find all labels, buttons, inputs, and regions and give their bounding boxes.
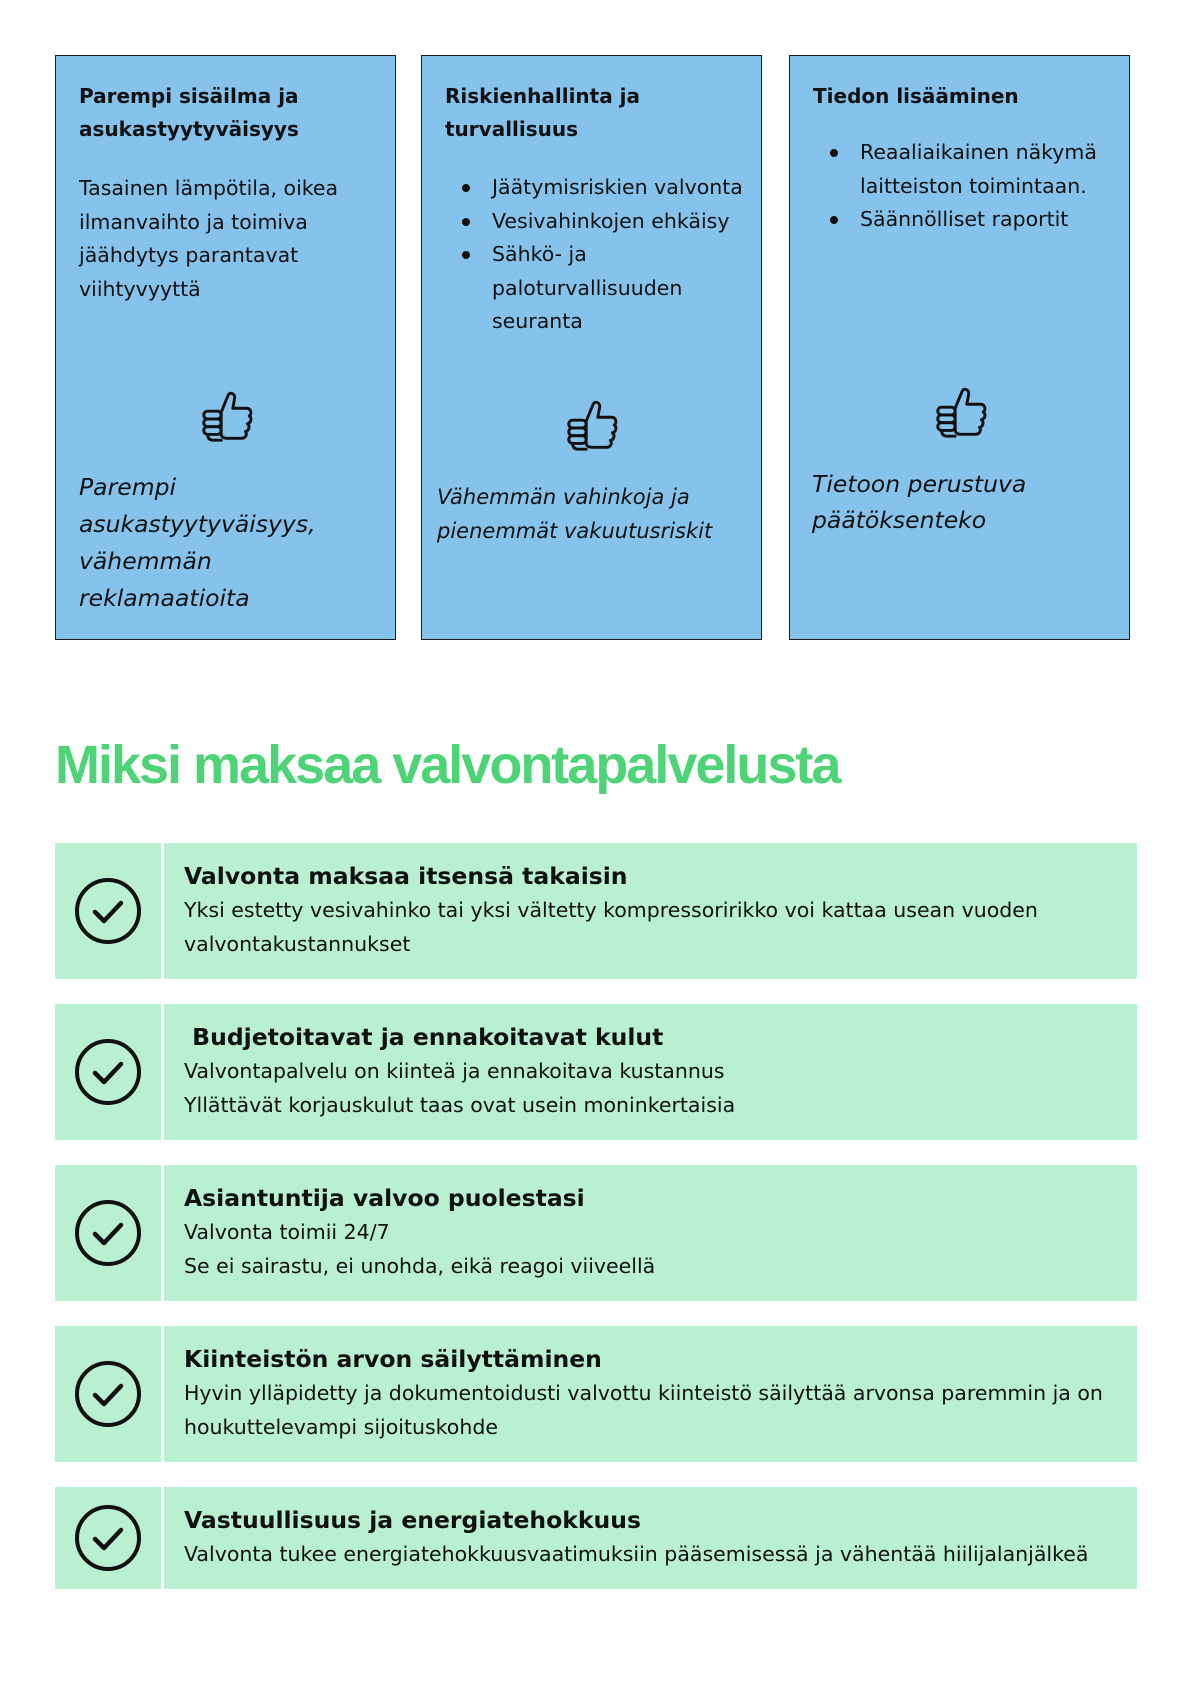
section-heading: Miksi maksaa valvontapalvelusta — [55, 735, 840, 795]
benefit-icon-cell — [55, 1487, 164, 1589]
benefit-row-budget — [55, 1004, 1137, 1140]
thumbs-up-icon — [930, 379, 992, 445]
benefit-line: Valvontapalvelu on kiinteä ja ennakoitava kustannus — [184, 1059, 725, 1083]
benefit-text — [184, 1054, 1114, 1122]
card-indoor-air — [55, 55, 396, 640]
benefit-title: Valvonta maksaa itsensä takaisin — [184, 862, 628, 890]
card-body-text: Tasainen lämpötila, oikea ilmanvaihto ja toimiva jäähdytys parantavat viihtyvyyttä — [79, 176, 339, 301]
list-item: Sähkö- ja paloturvallisuuden seuranta — [460, 238, 750, 339]
benefit-row-payback — [55, 843, 1137, 979]
benefit-line: Yllättävät korjauskulut taas ovat usein moninkertaisia — [184, 1093, 736, 1117]
card-outcome: Tietoon perustuva päätöksenteko — [812, 470, 1027, 534]
check-circle-icon — [74, 1360, 142, 1428]
benefit-text — [184, 1376, 1114, 1444]
benefit-icon-cell — [55, 843, 164, 979]
benefit-line: Yksi estetty vesivahinko tai yksi vältetty kompressoririkko voi kattaa usean vuoden valvontakustannukset — [184, 898, 1038, 956]
benefit-title: Asiantuntija valvoo puolestasi — [184, 1184, 585, 1212]
check-circle-icon — [74, 1038, 142, 1106]
thumbs-up-icon — [561, 392, 623, 458]
benefit-icon-cell — [55, 1326, 164, 1462]
card-title: Riskienhallinta ja turvallisuus — [445, 84, 641, 141]
benefit-line: Se ei sairastu, ei unohda, eikä reagoi viiveellä — [184, 1254, 656, 1278]
benefit-row-sustainability — [55, 1487, 1137, 1589]
benefit-title: Kiinteistön arvon säilyttäminen — [184, 1345, 602, 1373]
list-item: Reaaliaikainen näkymä laitteiston toimintaan. — [828, 136, 1118, 203]
card-title: Tiedon lisääminen — [813, 84, 1019, 108]
list-item: Säännölliset raportit — [828, 203, 1118, 237]
benefit-row-property-value — [55, 1326, 1137, 1462]
card-outcome: Parempi asukastyytyväisyys, vähemmän reklamaatioita — [79, 473, 316, 612]
benefit-text — [184, 1215, 1114, 1283]
thumbs-up-icon — [196, 383, 258, 449]
benefit-text — [184, 1537, 1114, 1571]
list-item: Jäätymisriskien valvonta — [460, 171, 750, 205]
benefit-icon-cell — [55, 1165, 164, 1301]
card-outcome: Vähemmän vahinkoja ja pienemmät vakuutusriskit — [437, 485, 713, 543]
benefit-line: Hyvin ylläpidetty ja dokumentoidusti valvottu kiinteistö säilyttää arvonsa paremmin ja on houkuttelevampi sijoituskohde — [184, 1381, 1103, 1439]
list-item: Vesivahinkojen ehkäisy — [460, 205, 750, 239]
check-circle-icon — [74, 1199, 142, 1267]
benefit-icon-cell — [55, 1004, 164, 1140]
benefit-line: Valvonta toimii 24/7 — [184, 1220, 390, 1244]
check-circle-icon — [74, 877, 142, 945]
bullet-list — [460, 171, 750, 339]
card-information — [789, 55, 1130, 640]
check-circle-icon — [74, 1504, 142, 1572]
benefit-title: Vastuullisuus ja energiatehokkuus — [184, 1506, 641, 1534]
benefit-line: Valvonta tukee energiatehokkuusvaatimuksiin pääsemisessä ja vähentää hiilijalanjälkeä — [184, 1542, 1089, 1566]
benefit-title: Budjetoitavat ja ennakoitavat kulut — [184, 1023, 664, 1051]
bullet-list — [828, 136, 1118, 237]
benefit-row-expert — [55, 1165, 1137, 1301]
card-title: Parempi sisäilma ja asukastyytyväisyys — [79, 84, 299, 141]
card-risk-management — [421, 55, 762, 640]
benefit-text — [184, 893, 1114, 961]
